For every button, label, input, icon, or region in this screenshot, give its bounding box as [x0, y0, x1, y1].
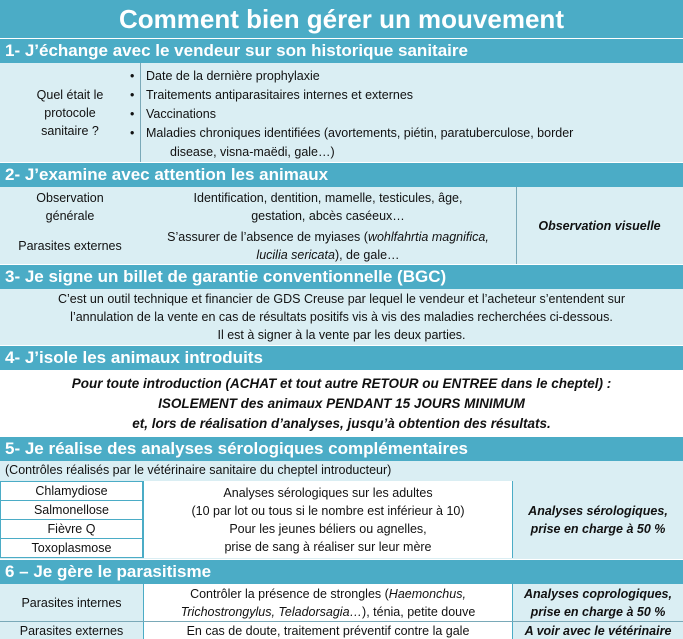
parasites-externes-text-2: En cas de doute, traitement préventif contre la gale [143, 622, 513, 639]
observation-text [140, 187, 516, 227]
serology-line: (10 par lot ou tous si le nombre est inférieur à 10) [191, 503, 465, 518]
bullet-item: • Traitements antiparasitaires internes et externes [146, 86, 413, 104]
parasites-externes-label-2: Parasites externes [19, 623, 124, 638]
serology-line: Pour les jeunes béliers ou agnelles, [229, 521, 427, 536]
serology-funding [513, 481, 683, 558]
serology-line: prise de sang à réaliser sur leur mère [224, 539, 432, 554]
divider [140, 63, 141, 162]
veterinarian-note: A voir avec le vétérinaire [524, 623, 672, 638]
text-part: ), ténia, petite douve [362, 604, 476, 619]
bgc-text-line: Il est à signer à la vente par les deux parties. [217, 328, 466, 342]
section-2-body [0, 187, 683, 264]
protocol-question [0, 63, 140, 162]
observation-visuelle: Observation visuelle [538, 218, 661, 233]
protocol-question-line: protocole [44, 105, 96, 120]
bgc-text-line: C’est un outil technique et financier de GDS Creuse par lequel le vendeur et l’acheteur s’entendent sur [57, 292, 625, 306]
parasites-externes-text [140, 227, 516, 264]
coprology-funding [513, 584, 683, 621]
observation-text-line: Identification, dentition, mamelle, testicules, âge, [193, 191, 463, 205]
parasites-internes-label: Parasites internes [21, 595, 122, 610]
text-italic: Trichostrongylus, Teladorsagia… [180, 604, 363, 619]
section-1-heading: 1- J’échange avec le vendeur sur son historique sanitaire [0, 38, 683, 64]
section-3-body [0, 289, 683, 345]
serology-funding-line: Analyses sérologiques, [528, 503, 668, 518]
observation-label-line: Observation [36, 191, 104, 205]
coprology-funding-line: prise en charge à 50 % [530, 604, 666, 619]
observation-label [0, 187, 140, 227]
text-italic: Haemonchus, [388, 586, 466, 601]
bullet-continuation: disease, visna-maëdi, gale…) [170, 145, 335, 159]
disease-fievre-q: Fièvre Q [0, 519, 143, 539]
parasites-internes-text [143, 584, 513, 621]
bullet-item: • Vaccinations [146, 105, 216, 123]
protocol-question-line: Quel était le [36, 87, 104, 102]
section-4-body [0, 370, 683, 436]
section-5-subheading-band [0, 461, 683, 481]
disease-toxoplasmose: Toxoplasmose [0, 538, 143, 558]
text-part: ), de gale… [334, 247, 400, 262]
bgc-text-line: l’annulation de la vente en cas de résultats positifs vis à vis des maladies recherchées ci-dessous. [70, 310, 613, 324]
parasites-externes-line [167, 228, 489, 246]
bullet-item: • Date de la dernière prophylaxie [146, 67, 320, 85]
parasites-externes-label: Parasites externes [18, 238, 122, 253]
text-part: S’assurer de l’absence de myiases ( [167, 229, 368, 244]
disease-chlamydiose: Chlamydiose [0, 481, 143, 501]
section-4-heading: 4- J’isole les animaux introduits [0, 345, 683, 371]
section-1-body [0, 63, 683, 162]
observation-label-line: générale [45, 209, 95, 223]
section-6-heading: 6 – Je gère le parasitisme [0, 559, 683, 585]
section-5-heading: 5- Je réalise des analyses sérologiques complémentaires [0, 436, 683, 462]
section-5-subheading: (Contrôles réalisés par le vétérinaire sanitaire du cheptel introducteur) [5, 463, 392, 477]
coprology-funding-line: Analyses coprologiques, [524, 586, 672, 601]
parasites-internes-line [181, 603, 476, 621]
text-part: Contrôler la présence de strongles ( [190, 586, 389, 601]
page-title: Comment bien gérer un mouvement [0, 0, 683, 39]
section-5-body [0, 481, 683, 558]
serology-funding-line: prise en charge à 50 % [530, 521, 666, 536]
bullet-item: • Maladies chroniques identifiées (avortements, piétin, paratuberculose, border [146, 124, 573, 142]
serology-description [143, 481, 513, 558]
section-2-heading: 2- J’examine avec attention les animaux [0, 162, 683, 188]
isolation-line: et, lors de réalisation d’analyses, jusqu’à obtention des résultats. [132, 416, 551, 431]
isolation-line: Pour toute introduction (ACHAT et tout autre RETOUR ou ENTREE dans le cheptel) : [71, 376, 612, 391]
observation-text-line: gestation, abcès caséeux… [251, 209, 405, 223]
parasites-internes-line [190, 585, 466, 603]
isolation-line: ISOLEMENT des animaux PENDANT 15 JOURS MINIMUM [158, 396, 525, 411]
disease-salmonellose: Salmonellose [0, 500, 143, 520]
section-6-body [0, 584, 683, 639]
parasites-externes-line [256, 246, 399, 264]
protocol-question-line: sanitaire ? [41, 123, 99, 138]
serology-line: Analyses sérologiques sur les adultes [223, 485, 433, 500]
text-italic: lucilia sericata [256, 247, 335, 262]
section-3-heading: 3- Je signe un billet de garantie conventionnelle (BGC) [0, 264, 683, 290]
text-italic: wohlfahrtia magnifica, [367, 229, 489, 244]
